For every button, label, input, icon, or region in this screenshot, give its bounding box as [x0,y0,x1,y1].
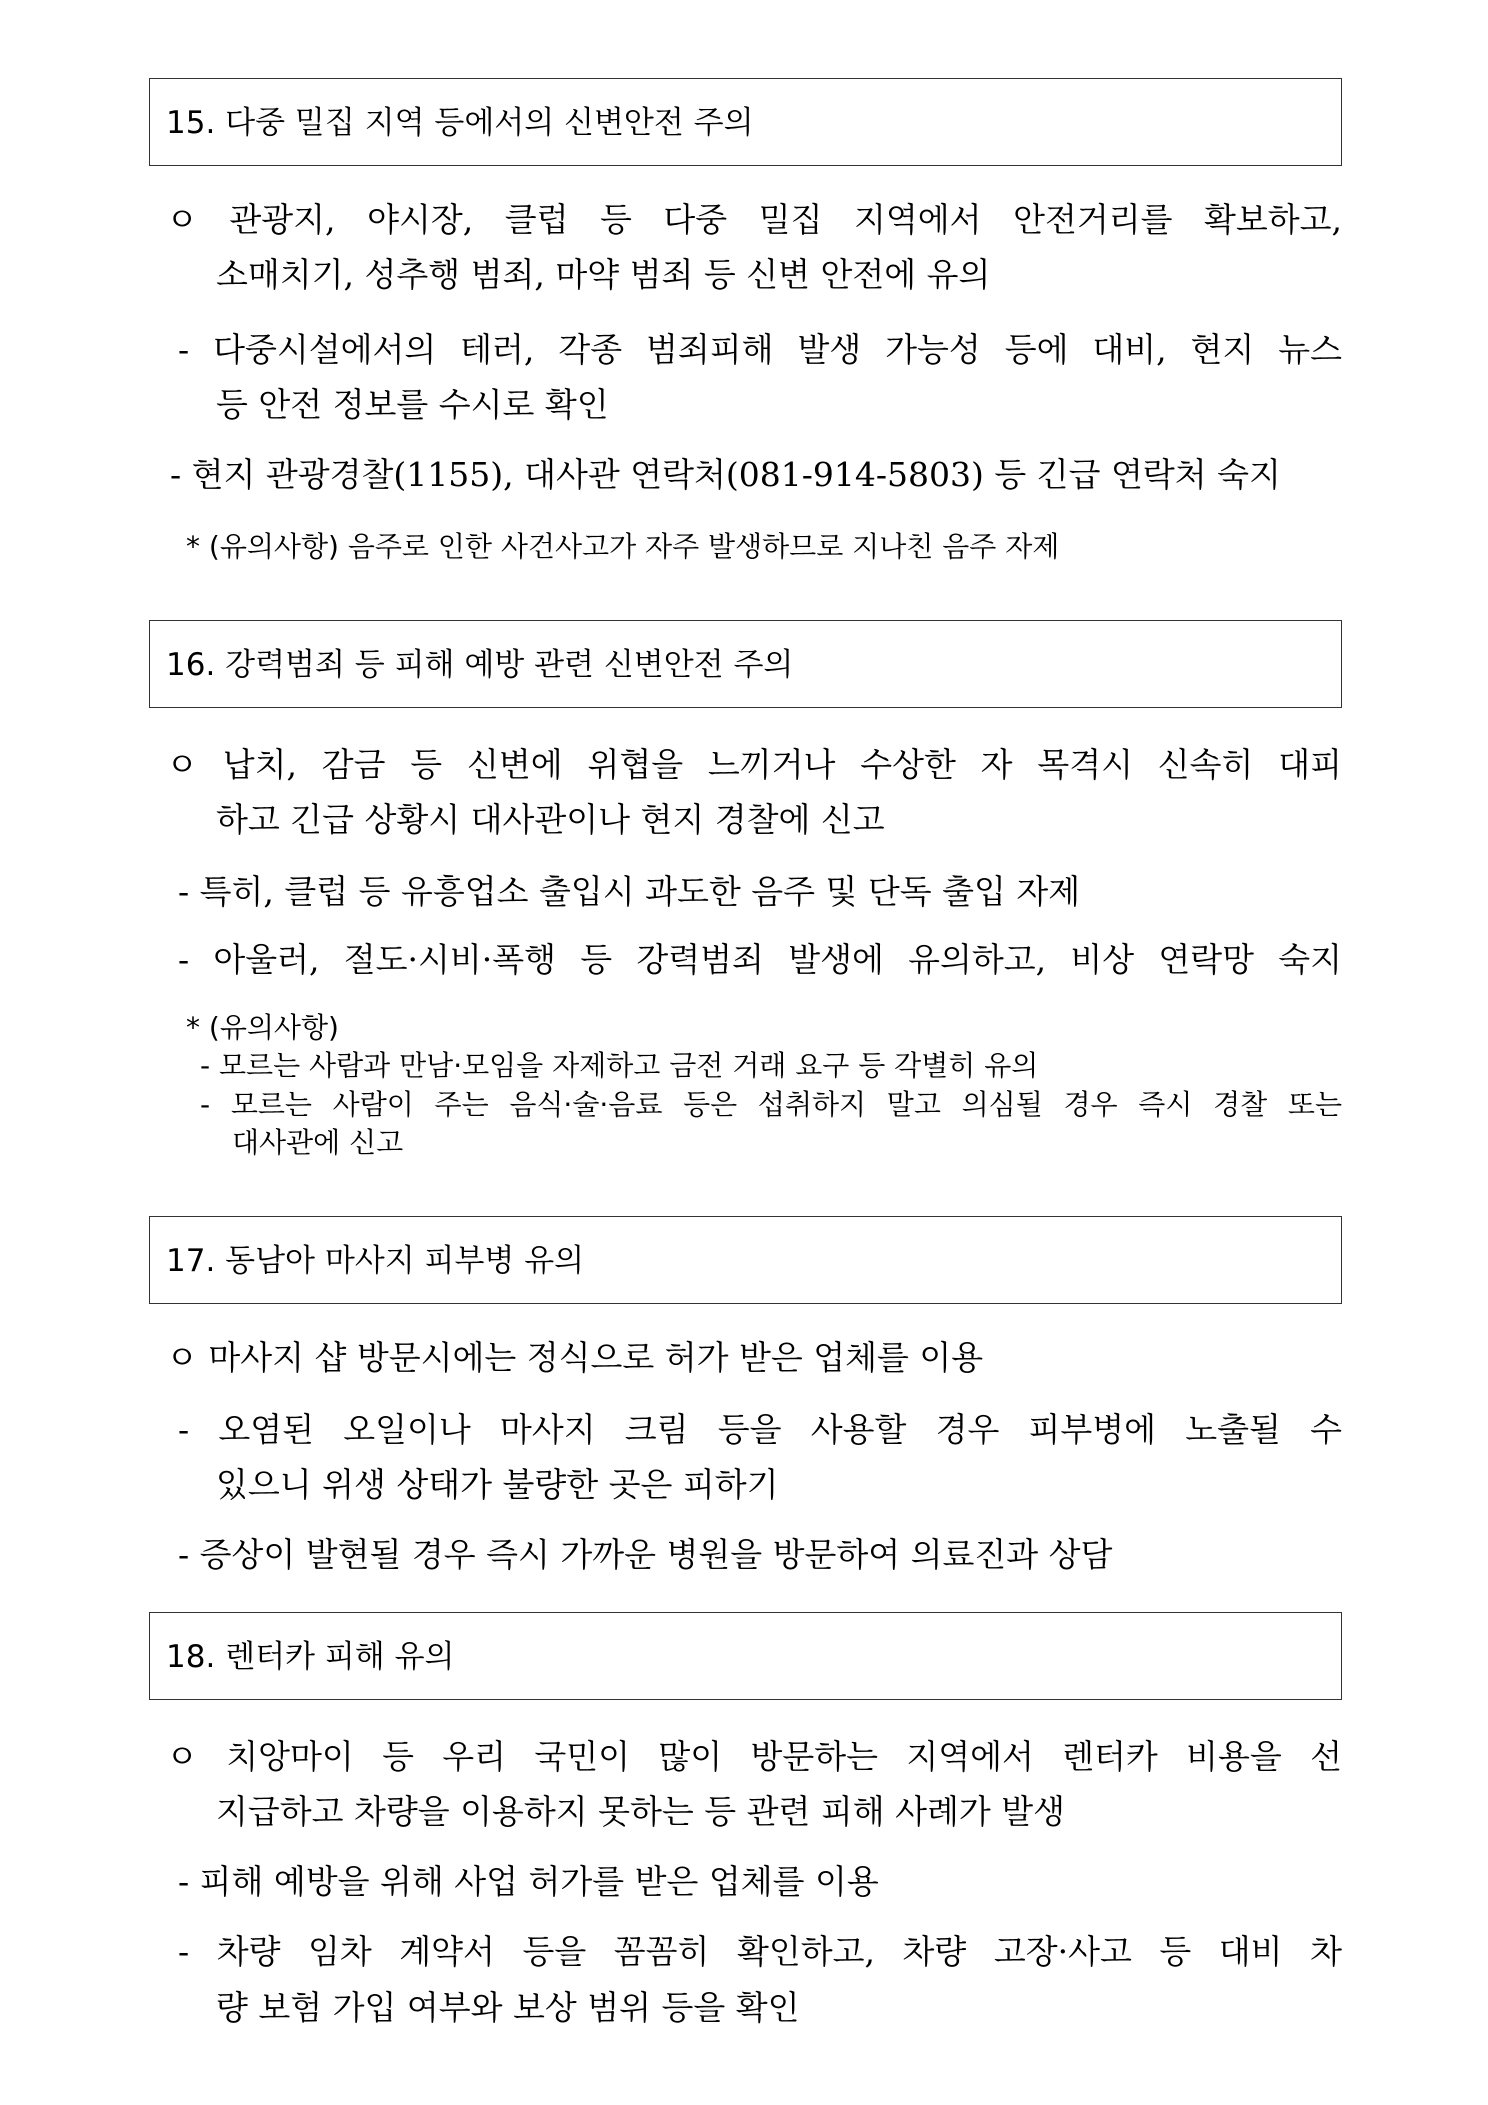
s18-dash-1: - 피해 예방을 위해 사업 허가를 받은 업체를 이용 [178,1862,879,1901]
s16-note-2-line-2: 대사관에 신고 [232,1126,404,1159]
s17-dash-1-line-2: 있으니 위생 상태가 불량한 곳은 피하기 [216,1465,779,1504]
s18-bullet-1-line-2: 지급하고 차량을 이용하지 못하는 등 관련 피해 사례가 발생 [216,1792,1065,1831]
s16-note-head: * (유의사항) [186,1011,339,1044]
s16-note-1: - 모르는 사람과 만남·모임을 자제하고 금전 거래 요구 등 각별히 유의 [200,1049,1039,1082]
s15-dash-1-line-2: 등 안전 정보를 수시로 확인 [216,385,609,424]
s17-dash-2: - 증상이 발현될 경우 즉시 가까운 병원을 방문하여 의료진과 상담 [178,1535,1113,1574]
section-17-title: 17. 동남아 마사지 피부병 유의 [166,1243,585,1279]
section-15-title-box [149,78,1342,166]
s15-bullet-1-line-2: 소매치기, 성추행 범죄, 마약 범죄 등 신변 안전에 유의 [216,255,991,294]
section-16-title: 16. 강력범죄 등 피해 예방 관련 신변안전 주의 [166,647,794,683]
section-16-title-box [149,620,1342,708]
section-17-title-box [149,1216,1342,1304]
s18-bullet-1-line-1: ㅇ 치앙마이 등 우리 국민이 많이 방문하는 지역에서 렌터카 비용을 선 [166,1737,1342,1776]
s16-bullet-1-line-1: ㅇ 납치, 감금 등 신변에 위협을 느끼거나 수상한 자 목격시 신속히 대피 [166,745,1342,784]
section-15-title: 15. 다중 밀집 지역 등에서의 신변안전 주의 [166,105,754,141]
s15-bullet-1-line-1: ㅇ 관광지, 야시장, 클럽 등 다중 밀집 지역에서 안전거리를 확보하고, [166,200,1342,239]
s18-dash-2-line-1: - 차량 임차 계약서 등을 꼼꼼히 확인하고, 차량 고장·사고 등 대비 차 [178,1932,1342,1971]
s15-note: * (유의사항) 음주로 인한 사건사고가 자주 발생하므로 지나친 음주 자제 [186,530,1060,563]
s15-dash-2: - 현지 관광경찰(1155), 대사관 연락처(081-914-5803) 등 긴급 연락처 숙지 [170,455,1281,494]
s15-dash-1-line-1: - 다중시설에서의 테러, 각종 범죄피해 발생 가능성 등에 대비, 현지 뉴스 [178,330,1342,369]
s16-note-2-line-1: - 모르는 사람이 주는 음식·술·음료 등은 섭취하지 말고 의심될 경우 즉시 경찰 또는 [200,1088,1342,1121]
s17-dash-1-line-1: - 오염된 오일이나 마사지 크림 등을 사용할 경우 피부병에 노출될 수 [178,1410,1342,1449]
section-18-title: 18. 렌터카 피해 유의 [166,1639,455,1675]
s17-bullet-1: ㅇ 마사지 샵 방문시에는 정식으로 허가 받은 업체를 이용 [166,1338,984,1377]
s18-dash-2-line-2: 량 보험 가입 여부와 보상 범위 등을 확인 [216,1988,800,2027]
s16-dash-1: - 특히, 클럽 등 유흥업소 출입시 과도한 음주 및 단독 출입 자제 [178,872,1081,911]
s16-bullet-1-line-2: 하고 긴급 상황시 대사관이나 현지 경찰에 신고 [216,800,885,839]
section-18-title-box [149,1612,1342,1700]
s16-dash-2: - 아울러, 절도·시비·폭행 등 강력범죄 발생에 유의하고, 비상 연락망 숙지 [178,940,1342,979]
